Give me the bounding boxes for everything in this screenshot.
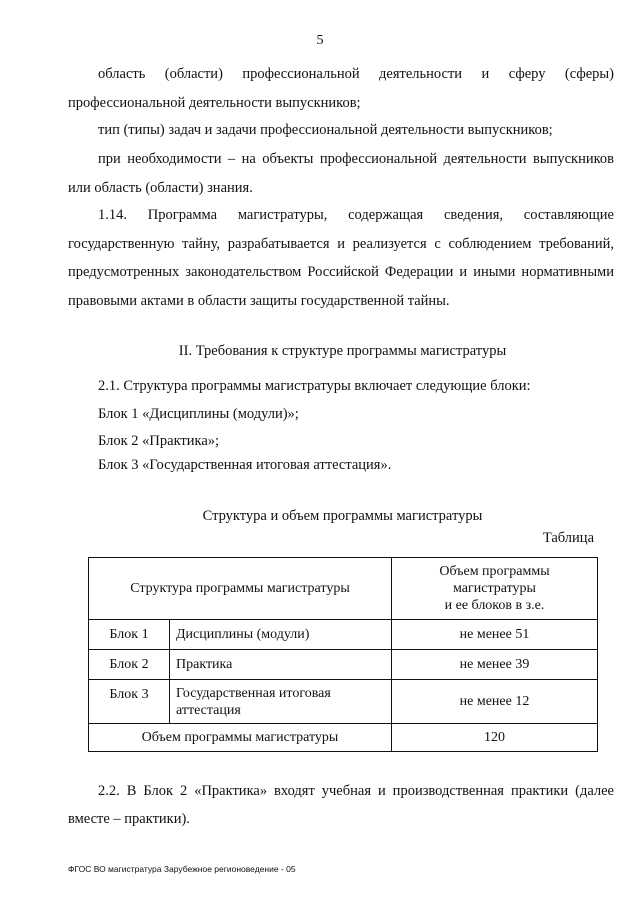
name-line: Государственная итоговая — [176, 685, 331, 701]
table-row — [89, 650, 598, 680]
paragraph-line: профессиональной деятельности выпускников; — [68, 95, 361, 111]
table-row — [89, 680, 598, 724]
paragraph-line: область (области) профессиональной деятельности и сферу (сферы) — [98, 66, 614, 82]
header-volume-line: магистратуры — [453, 581, 536, 596]
table-total-row — [89, 724, 598, 752]
paragraph: тип (типы) задач и задачи профессиональной деятельности выпускников; — [98, 122, 553, 138]
block-cell: Блок 1 — [89, 620, 170, 650]
paragraph-line: или область (области) знания. — [68, 180, 253, 196]
table-title: Структура и объем программы магистратуры — [202, 508, 483, 524]
paragraph-line: при необходимости – на объекты профессиональной деятельности выпускников — [98, 151, 614, 167]
block-cell: Блок 2 — [89, 650, 170, 680]
volume-cell: не менее 12 — [392, 680, 598, 724]
table-header-row — [89, 558, 598, 620]
header-structure: Структура программы магистратуры — [89, 558, 392, 620]
name-cell: Дисциплины (модули) — [170, 620, 392, 650]
volume-cell: не менее 51 — [392, 620, 598, 650]
paragraph-1-14: 1.14. Программа магистратуры, содержащая сведения, составляющие государственную тайну, разрабатывается и реализуется с соблюдением требований, предусмотренных законодательством Российской Федерации и иными нормативными правовыми актами в области защиты государственной тайны. — [68, 207, 614, 309]
total-label: Объем программы магистратуры — [89, 724, 392, 752]
section-2-2: 2.2. В Блок 2 «Практика» входят учебная и производственная практики (далее вместе – практики). — [68, 783, 614, 827]
table-label: Таблица — [542, 530, 594, 546]
structure-table — [88, 557, 598, 752]
name-line: аттестация — [176, 702, 241, 718]
header-volume-line: и ее блоков в з.е. — [444, 598, 545, 613]
table-row — [89, 620, 598, 650]
header-volume-line: Объем программы — [439, 564, 550, 579]
block-cell: Блок 3 — [89, 680, 170, 724]
name-cell: Практика — [170, 650, 392, 680]
name-cell — [170, 680, 392, 724]
footer: ФГОС ВО магистратура Зарубежное регионоведение - 05 — [68, 864, 296, 874]
block-2-item: Блок 2 «Практика»; — [98, 433, 220, 449]
volume-cell: не менее 39 — [392, 650, 598, 680]
total-value: 120 — [392, 724, 598, 752]
section-2-1-intro: 2.1. Структура программы магистратуры включает следующие блоки: — [98, 378, 531, 394]
section-heading: II. Требования к структуре программы магистратуры — [178, 343, 507, 359]
page-number: 5 — [316, 33, 324, 48]
block-1-item: Блок 1 «Дисциплины (модули)»; — [98, 406, 299, 422]
block-3-item: Блок 3 «Государственная итоговая аттестация». — [98, 457, 392, 473]
header-volume — [392, 558, 598, 620]
